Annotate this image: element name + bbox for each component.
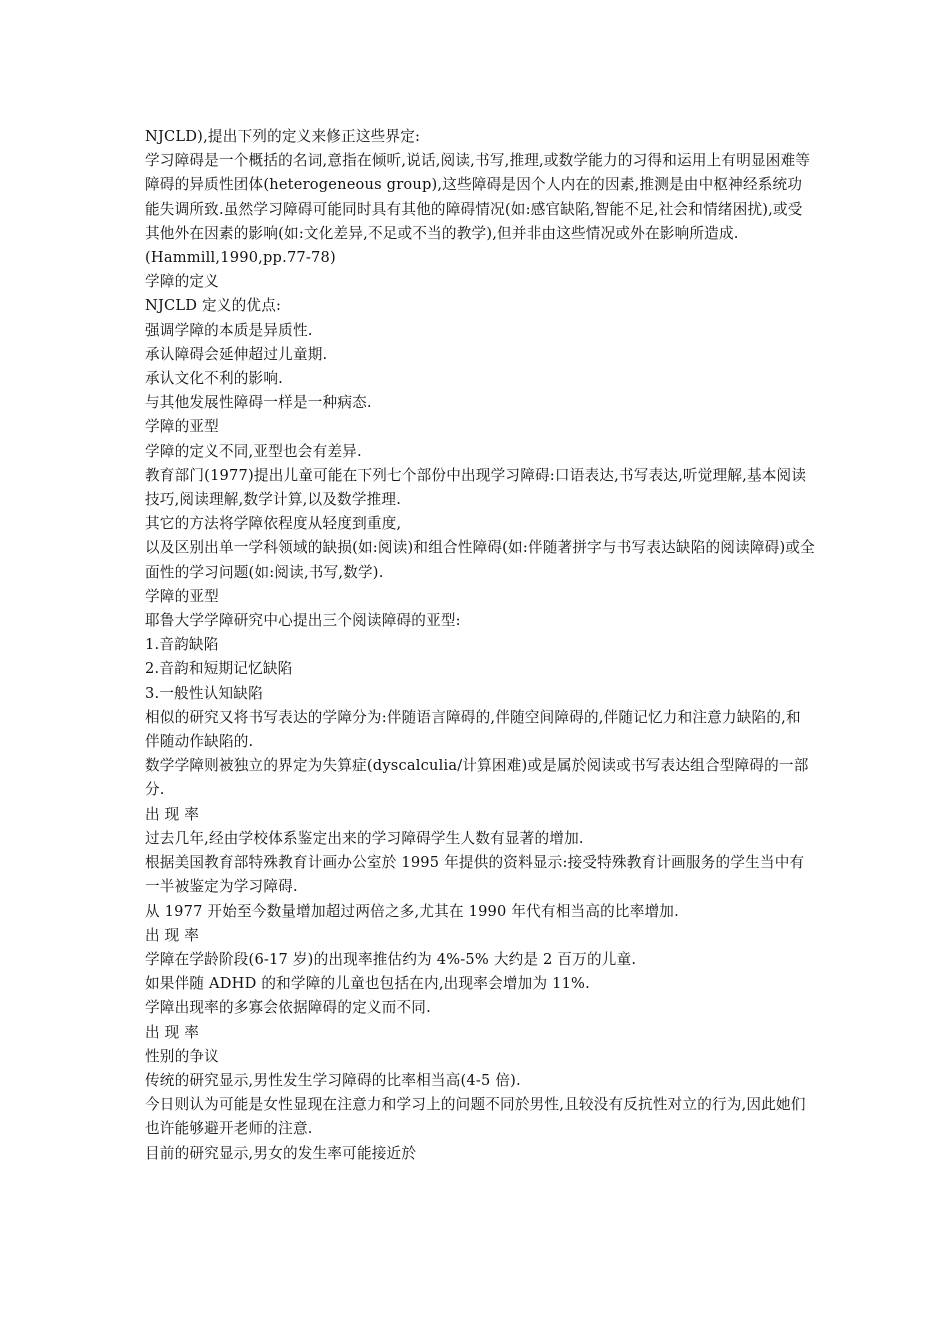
list-item: 1.音韵缺陷 <box>145 636 219 654</box>
paragraph: NJCLD 定义的优点: <box>145 297 282 315</box>
paragraph: 学习障碍是一个概括的名词,意指在倾听,说话,阅读,书写,推理,或数学能力的习得和运用上有明显困难等障碍的异质性团体(heterogeneous group),这些障碍是因个人内在的因素,推测是由中枢神经系统功能失调所致.虽然学习障碍可能同时具有其他的障碍情况(如:感官缺陷,智能不足,社会和情绪困扰),或受其他外在因素的影响(如:文化差异,不足或不当的教学),但并非由这些情况或外在影响所造成. <box>145 152 811 242</box>
paragraph: 学障在学龄阶段(6-17 岁)的出现率推估约为 4%-5% 大约是 2 百万的儿童. <box>145 950 637 968</box>
list-item: 承认障碍会延伸超过儿童期. <box>145 345 328 363</box>
section-heading: 学障的亚型 <box>145 418 219 436</box>
paragraph: (Hammill,1990,pp.77-78) <box>145 249 336 267</box>
section-heading: 出 现 率 <box>145 926 200 944</box>
paragraph: 教育部门(1977)提出儿童可能在下列七个部份中出现学习障碍:口语表达,书写表达,听觉理解,基本阅读技巧,阅读理解,数学计算,以及数学推理. <box>145 466 807 509</box>
paragraph: 目前的研究显示,男女的发生率可能接近於 <box>145 1144 417 1162</box>
section-heading: 学障的亚型 <box>145 587 219 605</box>
paragraph: 过去几年,经由学校体系鉴定出来的学习障碍学生人数有显著的增加. <box>145 829 584 847</box>
paragraph: 耶鲁大学学障研究中心提出三个阅读障碍的亚型: <box>145 612 461 630</box>
paragraph: 从 1977 开始至今数量增加超过两倍之多,尤其在 1990 年代有相当高的比率增加. <box>145 902 679 920</box>
section-heading: 出 现 率 <box>145 805 200 823</box>
list-item: 与其他发展性障碍一样是一种病态. <box>145 394 372 412</box>
paragraph: 今日则认为可能是女性显现在注意力和学习上的问题不同於男性,且较没有反抗性对立的行为,因此她们也许能够避开老师的注意. <box>145 1096 806 1138</box>
list-item: 承认文化不利的影响. <box>145 370 283 388</box>
paragraph: 学障出现率的多寡会依据障碍的定义而不同. <box>145 999 431 1017</box>
section-heading: 出 现 率 <box>145 1023 200 1041</box>
section-heading: 学障的定义 <box>145 273 219 291</box>
paragraph: 相似的研究又将书写表达的学障分为:伴随语言障碍的,伴随空间障碍的,伴随记忆力和注意力缺陷的,和伴随动作缺陷的. <box>145 708 801 751</box>
paragraph: NJCLD),提出下列的定义来修正这些界定: <box>145 128 421 145</box>
paragraph: 如果伴随 ADHD 的和学障的儿童也包括在内,出现率会增加为 11%. <box>145 975 590 993</box>
paragraph: 学障的定义不同,亚型也会有差异. <box>145 442 362 460</box>
list-item: 强调学障的本质是异质性. <box>145 321 313 339</box>
paragraph: 根据美国教育部特殊教育计画办公室於 1995 年提供的资料显示:接受特殊教育计画服务的学生当中有一半被鉴定为学习障碍. <box>145 854 805 896</box>
section-heading: 性别的争议 <box>145 1047 219 1065</box>
paragraph: 其它的方法将学障依程度从轻度到重度, <box>145 515 402 533</box>
document-body <box>145 125 815 1166</box>
paragraph: 数学学障则被独立的界定为失算症(dyscalculia/计算困难)或是属於阅读或书写表达组合型障碍的一部分. <box>145 757 809 799</box>
list-item: 2.音韵和短期记忆缺陷 <box>145 660 293 678</box>
paragraph: 以及区别出单一学科领域的缺损(如:阅读)和组合性障碍(如:伴随著拼字与书写表达缺陷的阅读障碍)或全面性的学习问题(如:阅读,书写,数学). <box>145 539 815 581</box>
list-item: 3.一般性认知缺陷 <box>145 684 263 702</box>
paragraph: 传统的研究显示,男性发生学习障碍的比率相当高(4-5 倍). <box>145 1071 521 1089</box>
